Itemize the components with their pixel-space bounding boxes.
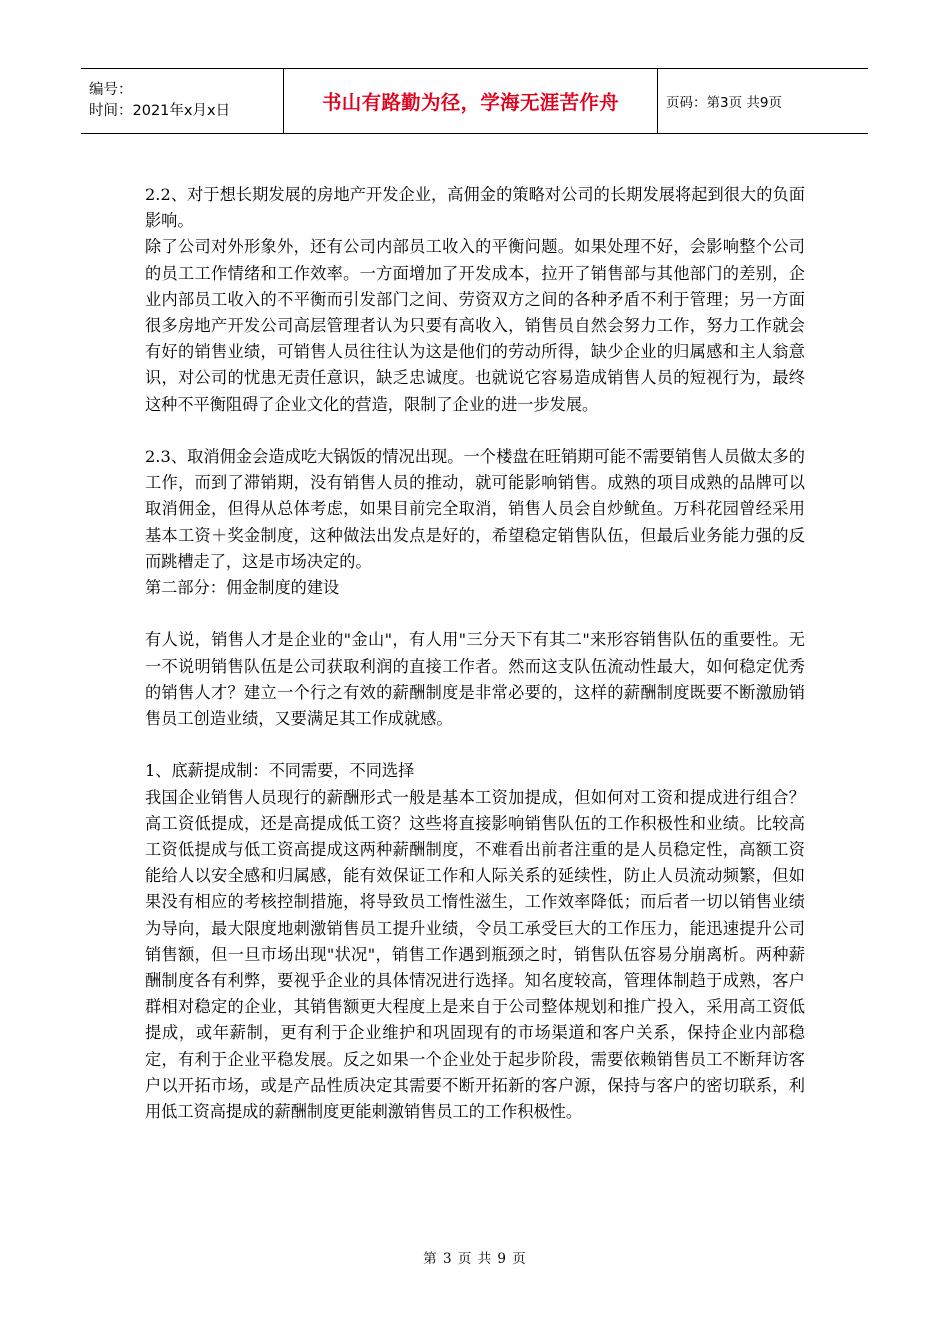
header-motto: 书山有路勤为径，学海无涯苦作舟 <box>321 91 619 114</box>
paragraph-2-3: 2.3、取消佣金会造成吃大锅饭的情况出现。一个楼盘在旺销期可能不需要销售人员做太多的工作，而到了滞销期，没有销售人员的推动，就可能影响销售。成熟的项目成熟的品牌可以取消佣金，但得从总体考虑，如果目前完全取消，销售人员会自炒鱿鱼。万科花园曾经采用基本工资＋奖金制度，这种做法出发点是好的，希望稳定销售队伍，但最后业务能力强的反而跳槽走了，这是市场决定的。 <box>145 447 805 571</box>
header-meta-cell <box>81 69 283 133</box>
document-body <box>145 182 805 1125</box>
header-motto-cell <box>283 69 658 133</box>
paragraph-2-2: 2.2、对于想长期发展的房地产开发企业，高佣金的策略对公司的长期发展将起到很大的负面影响。 <box>145 185 805 231</box>
paragraph-spacer <box>145 732 805 758</box>
page-header <box>81 68 868 134</box>
header-page-cell <box>658 69 868 133</box>
section-heading-part-two: 第二部分：佣金制度的建设 <box>145 578 340 598</box>
paragraph-sales-talent: 有人说，销售人才是企业的"金山"，有人用"三分天下有其二"来形容销售队伍的重要性。无一不说明销售队伍是公司获取利润的直接工作者。然而这支队伍流动性最大，如何稳定优秀的销售人才？建立一个行之有效的薪酬制度是非常必要的，这样的薪酬制度既要不断激励销售员工创造业绩，又要满足其工作成就感。 <box>145 630 805 729</box>
page-footer: 第 3 页 共 9 页 <box>423 1251 527 1267</box>
document-number-label: 编号： <box>89 82 133 98</box>
subheading-base-salary-commission: 1、底薪提成制：不同需要，不同选择 <box>145 761 415 781</box>
document-time-label: 时间：2021年x月x日 <box>89 103 231 119</box>
paragraph-balance-issue: 除了公司对外形象外，还有公司内部员工收入的平衡问题。如果处理不好，会影响整个公司的员工工作情绪和工作效率。一方面增加了开发成本，拉开了销售部与其他部门的差别，企业内部员工收入的不平衡而引发部门之间、劳资双方之间的各种矛盾不利于管理；另一方面很多房地产开发公司高层管理者认为只要有高收入，销售员自然会努力工作，努力工作就会有好的销售业绩，可销售人员往往认为这是他们的劳动所得，缺少企业的归属感和主人翁意识，对公司的忧患无责任意识，缺乏忠诚度。也就说它容易造成销售人员的短视行为，最终这种不平衡阻碍了企业文化的营造，限制了企业的进一步发展。 <box>145 237 805 414</box>
paragraph-spacer <box>145 601 805 627</box>
paragraph-spacer <box>145 418 805 444</box>
paragraph-salary-structure: 我国企业销售人员现行的薪酬形式一般是基本工资加提成，但如何对工资和提成进行组合？高工资低提成，还是高提成低工资？这些将直接影响销售队伍的工作积极性和业绩。比较高工资低提成与低工资高提成这两种薪酬制度，不难看出前者注重的是人员稳定性，高额工资能给人以安全感和归属感，能有效保证工作和人际关系的延续性，防止人员流动频繁，但如果没有相应的考核控制措施，将导致员工惰性滋生，工作效率降低；而后者一切以销售业绩为导向，最大限度地刺激销售员工提升业绩，令员工承受巨大的工作压力，能迅速提升公司销售额，但一旦市场出现"状况"，销售工作遇到瓶颈之时，销售队伍容易分崩离析。两种薪酬制度各有利弊，要视乎企业的具体情况进行选择。知名度较高，管理体制趋于成熟，客户群相对稳定的企业，其销售额更大程度上是来自于公司整体规划和推广投入，采用高工资低提成，或年薪制，更有利于企业维护和巩固现有的市场渠道和客户关系，保持企业内部稳定，有利于企业平稳发展。反之如果一个企业处于起步阶段，需要依赖销售员工不断拜访客户以开拓市场，或是产品性质决定其需要不断开拓新的客户源，保持与客户的密切联系，利用低工资高提成的薪酬制度更能刺激销售员工的工作积极性。 <box>145 787 805 1122</box>
header-page-number: 页码：第3页 共9页 <box>666 95 782 111</box>
